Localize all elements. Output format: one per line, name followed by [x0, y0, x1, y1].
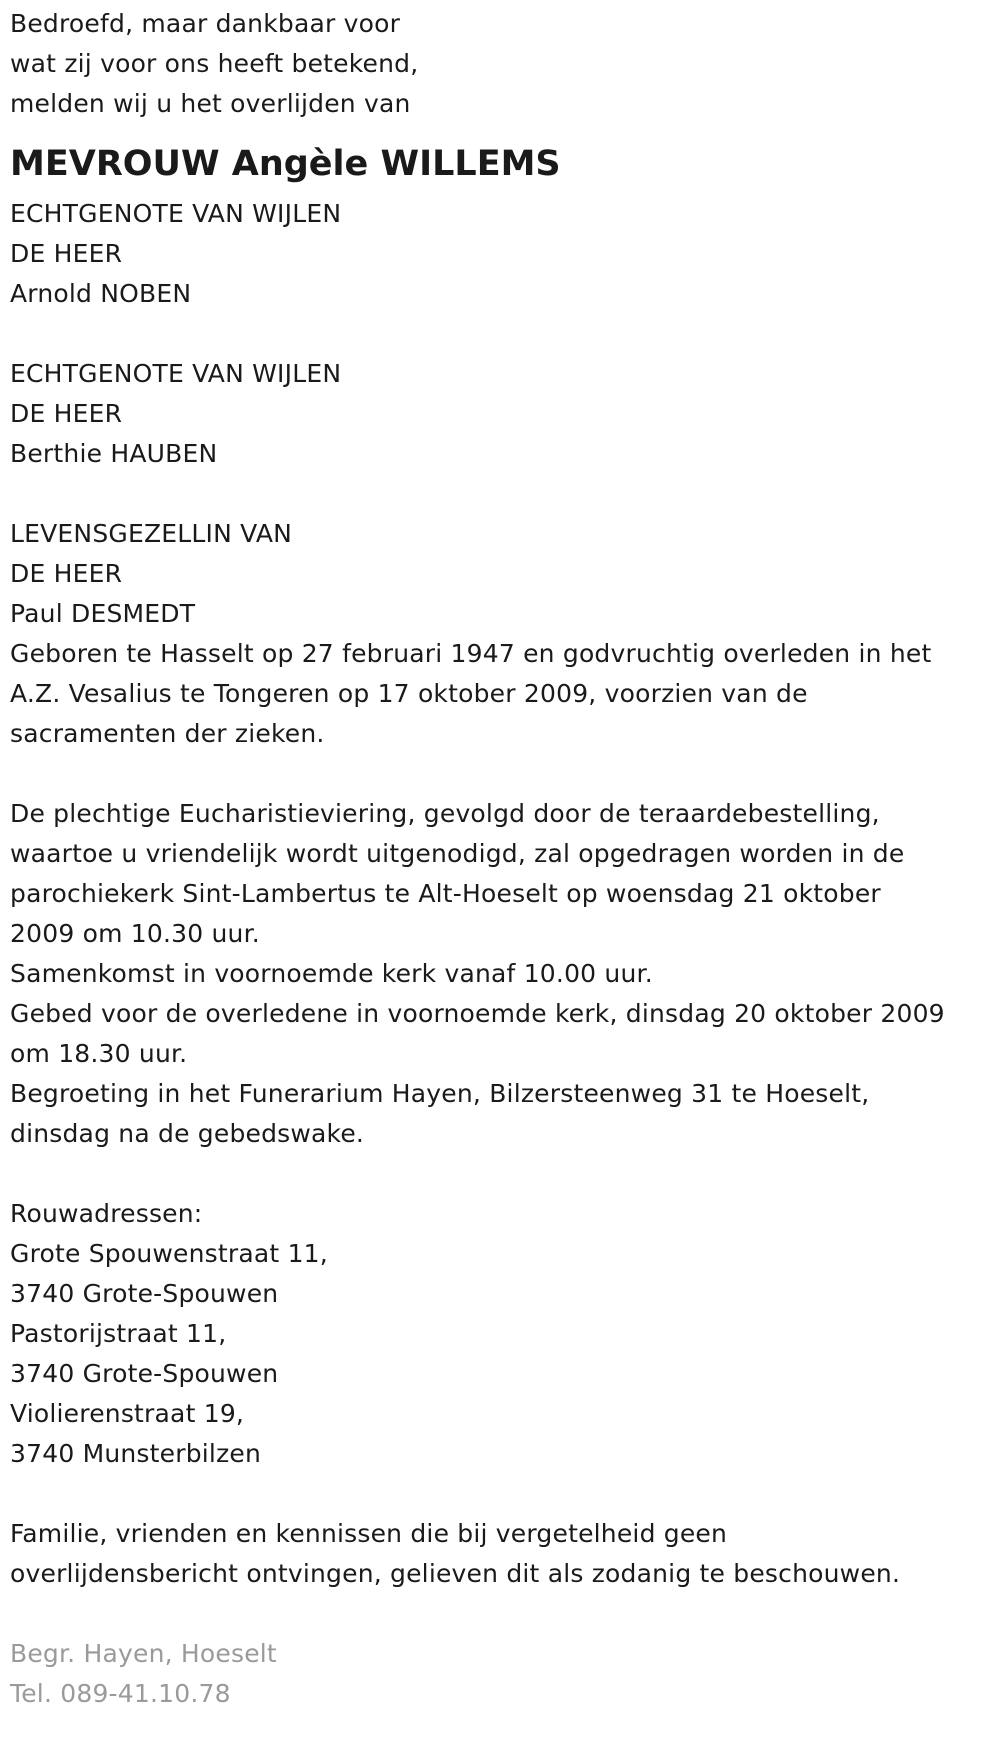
deceased-name: MEVROUW Angèle WILLEMS	[10, 144, 561, 184]
intro-line: wat zij voor ons heeft betekend,	[10, 49, 419, 78]
relation-line: Paul DESMEDT	[10, 599, 196, 628]
intro-line: Bedroefd, maar dankbaar voor	[10, 9, 401, 38]
relation-line: Berthie HAUBEN	[10, 439, 218, 468]
ceremony-line: 2009 om 10.30 uur.	[10, 919, 260, 948]
ceremony-line: Samenkomst in voornoemde kerk vanaf 10.00 uur.	[10, 959, 653, 988]
relation-block-1	[10, 194, 990, 314]
addresses-block	[10, 1194, 990, 1474]
ceremony-line: Begroeting in het Funerarium Hayen, Bilzersteenweg 31 te Hoeselt,	[10, 1079, 870, 1108]
funeral-home-name: Begr. Hayen, Hoeselt	[10, 1639, 277, 1668]
birth-death-line: sacramenten der zieken.	[10, 719, 325, 748]
spacer	[10, 1594, 990, 1634]
address-line: 3740 Munsterbilzen	[10, 1439, 262, 1468]
address-line: Grote Spouwenstraat 11,	[10, 1239, 328, 1268]
spacer	[10, 754, 990, 794]
intro-line: melden wij u het overlijden van	[10, 89, 411, 118]
address-line: 3740 Grote-Spouwen	[10, 1279, 279, 1308]
relation-block-2	[10, 354, 990, 474]
spacer	[10, 1154, 990, 1194]
spacer	[10, 314, 990, 354]
birth-death-paragraph	[10, 634, 990, 754]
funeral-home-phone: Tel. 089-41.10.78	[10, 1679, 231, 1708]
relation-line: ECHTGENOTE VAN WIJLEN	[10, 359, 342, 388]
ceremony-paragraph	[10, 794, 990, 1154]
ceremony-line: Gebed voor de overledene in voornoemde kerk, dinsdag 20 oktober 2009	[10, 999, 945, 1028]
ceremony-line: dinsdag na de gebedswake.	[10, 1119, 365, 1148]
spacer	[10, 474, 990, 514]
relation-line: LEVENSGEZELLIN VAN	[10, 519, 293, 548]
closing-paragraph	[10, 1514, 990, 1594]
relation-line: Arnold NOBEN	[10, 279, 192, 308]
spacer	[10, 1474, 990, 1514]
birth-death-line: Geboren te Hasselt op 27 februari 1947 en godvruchtig overleden in het	[10, 639, 932, 668]
address-line: Violierenstraat 19,	[10, 1399, 245, 1428]
ceremony-line: De plechtige Eucharistieviering, gevolgd door de teraardebestelling,	[10, 799, 880, 828]
death-notice	[10, 4, 990, 1714]
birth-death-line: A.Z. Vesalius te Tongeren op 17 oktober 2009, voorzien van de	[10, 679, 808, 708]
relation-block-3	[10, 514, 990, 634]
address-line: Pastorijstraat 11,	[10, 1319, 227, 1348]
address-line: 3740 Grote-Spouwen	[10, 1359, 279, 1388]
addresses-heading: Rouwadressen:	[10, 1199, 203, 1228]
intro-paragraph	[10, 4, 990, 124]
relation-line: DE HEER	[10, 559, 123, 588]
ceremony-line: parochiekerk Sint-Lambertus te Alt-Hoeselt op woensdag 21 oktober	[10, 879, 881, 908]
relation-line: DE HEER	[10, 399, 123, 428]
ceremony-line: waartoe u vriendelijk wordt uitgenodigd, zal opgedragen worden in de	[10, 839, 905, 868]
funeral-home-footer	[10, 1634, 990, 1714]
ceremony-line: om 18.30 uur.	[10, 1039, 188, 1068]
closing-line: overlijdensbericht ontvingen, gelieven dit als zodanig te beschouwen.	[10, 1559, 901, 1588]
closing-line: Familie, vrienden en kennissen die bij vergetelheid geen	[10, 1519, 728, 1548]
relation-line: ECHTGENOTE VAN WIJLEN	[10, 199, 342, 228]
relation-line: DE HEER	[10, 239, 123, 268]
